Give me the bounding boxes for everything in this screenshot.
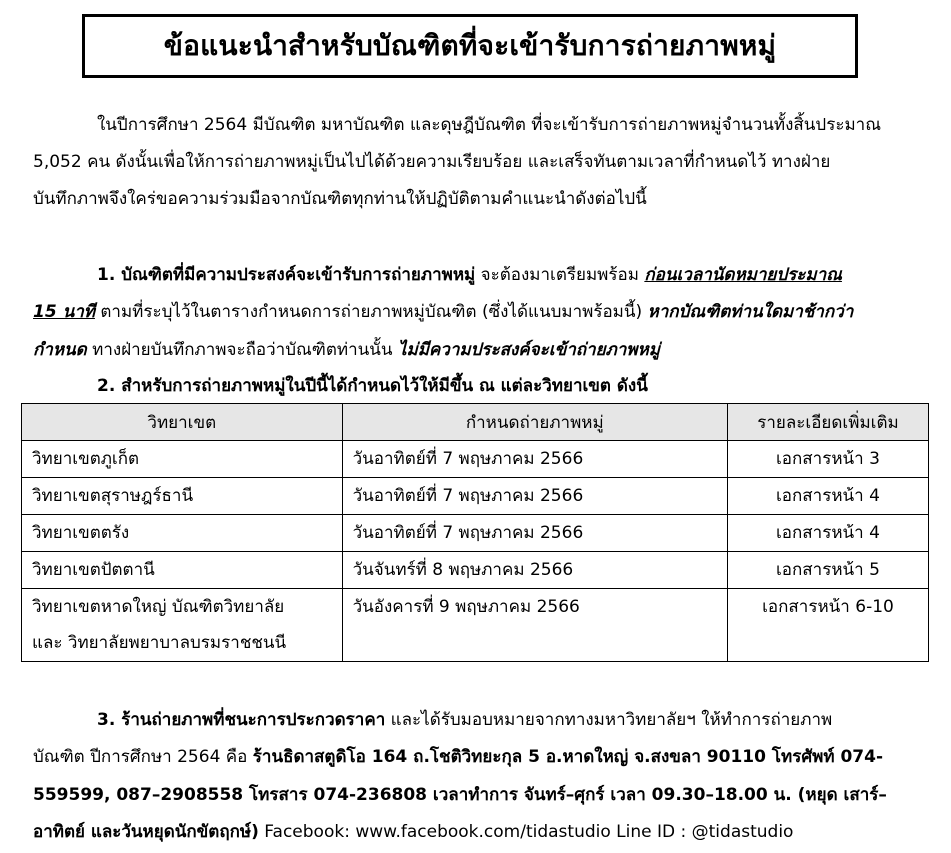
cell-date: วันอาทิตย์ที่ 7 พฤษภาคม 2566 <box>342 441 727 478</box>
page-title: ข้อแนะนำสำหรับบัณฑิตที่จะเข้ารับการถ่ายภาพหมู่ <box>163 29 777 62</box>
item1-line-2 <box>33 298 853 325</box>
item1-warning: หากบัณฑิตท่านใดมาช้ากว่า <box>647 302 854 322</box>
cell-detail: เอกสารหน้า 5 <box>727 552 928 589</box>
item3-line-4 <box>33 818 793 845</box>
cell-campus: วิทยาเขตภูเก็ต <box>22 441 343 478</box>
table-row <box>22 515 929 552</box>
cell-detail: เอกสารหน้า 3 <box>727 441 928 478</box>
item3-line-2 <box>33 743 883 770</box>
item3-heading: 3. ร้านถ่ายภาพที่ชนะการประกวดราคา <box>97 710 386 730</box>
table-row <box>22 552 929 589</box>
table-row <box>22 478 929 515</box>
item1-emphasis-2: 15 นาที <box>33 302 95 322</box>
item3-line-3: 559599, 087–2908558 โทรสาร 074-236808 เวลาทำการ จันทร์–ศุกร์ เวลา 09.30–18.00 น. (หยุด เสาร์– <box>33 785 887 805</box>
title-box <box>82 14 858 78</box>
item3-text-2: บัณฑิต ปีการศึกษา 2564 คือ <box>33 747 253 767</box>
item3-contact: Facebook: www.facebook.com/tidastudio Line ID : @tidastudio <box>258 822 794 842</box>
item2-heading: 2. สำหรับการถ่ายภาพหมู่ในปีนี้ได้กำหนดไว้ให้มีขึ้น ณ แต่ละวิทยาเขต ดังนี้ <box>97 376 648 396</box>
cell-date: วันอังคารที่ 9 พฤษภาคม 2566 <box>342 589 727 662</box>
header-date: กำหนดถ่ายภาพหมู่ <box>342 404 727 441</box>
item1-heading: 1. บัณฑิตที่มีความประสงค์จะเข้ารับการถ่ายภาพหมู่ <box>97 265 476 285</box>
item3-line-1 <box>97 706 832 733</box>
cell-campus-line-1: วิทยาเขตหาดใหญ่ บัณฑิตวิทยาลัย <box>32 597 285 617</box>
item1-text-3: ทางฝ่ายบันทึกภาพจะถือว่าบัณฑิตท่านนั้น <box>86 340 398 360</box>
cell-date: วันอาทิตย์ที่ 7 พฤษภาคม 2566 <box>342 515 727 552</box>
item1-warning-2: กำหนด <box>33 340 87 360</box>
cell-detail: เอกสารหน้า 4 <box>727 478 928 515</box>
cell-campus: วิทยาเขตตรัง <box>22 515 343 552</box>
cell-detail: เอกสารหน้า 4 <box>727 515 928 552</box>
item1-line-1 <box>97 261 842 288</box>
header-detail: รายละเอียดเพิ่มเติม <box>727 404 928 441</box>
item1-warning-3: ไม่มีความประสงค์จะเข้าถ่ายภาพหมู่ <box>397 340 660 360</box>
item1-text-2: ตามที่ระบุไว้ในตารางกำหนดการถ่ายภาพหมู่บัณฑิต (ซึ่งได้แนบมาพร้อมนี้) <box>94 302 648 322</box>
cell-date: วันจันทร์ที่ 8 พฤษภาคม 2566 <box>342 552 727 589</box>
cell-campus: วิทยาเขตสุราษฎร์ธานี <box>22 478 343 515</box>
item1-line-3 <box>33 336 660 363</box>
table-row <box>22 589 929 662</box>
cell-date: วันอาทิตย์ที่ 7 พฤษภาคม 2566 <box>342 478 727 515</box>
item1-emphasis: ก่อนเวลานัดหมายประมาณ <box>644 265 842 285</box>
item3-text: และได้รับมอบหมายจากทางมหาวิทยาลัยฯ ให้ทำการถ่ายภาพ <box>385 710 833 730</box>
intro-line-1: ในปีการศึกษา 2564 มีบัณฑิต มหาบัณฑิต และดุษฎีบัณฑิต ที่จะเข้ารับการถ่ายภาพหมู่จำนวนทั้งสิ้นประมาณ <box>97 115 881 135</box>
intro-line-2: 5,052 คน ดังนั้นเพื่อให้การถ่ายภาพหมู่เป็นไปได้ด้วยความเรียบร้อย และเสร็จทันตามเวลาที่กำหนดไว้ ทางฝ่าย <box>33 152 831 172</box>
item1-text: จะต้องมาเตรียมพร้อม <box>475 265 645 285</box>
item3-shop: ร้านธิดาสตูดิโอ 164 ถ.โชติวิทยะกุล 5 อ.หาดใหญ่ จ.สงขลา 90110 โทรศัพท์ 074- <box>252 747 884 767</box>
item3-hours: อาทิตย์ และวันหยุดนักขัตฤกษ์) <box>33 822 259 842</box>
cell-campus <box>22 589 343 662</box>
table-row <box>22 441 929 478</box>
cell-campus-line-2: และ วิทยาลัยพยาบาลบรมราชชนนี <box>32 633 287 653</box>
cell-campus: วิทยาเขตปัตตานี <box>22 552 343 589</box>
table-header-row <box>22 404 929 441</box>
intro-line-3: บันทึกภาพจึงใคร่ขอความร่วมมือจากบัณฑิตทุกท่านให้ปฏิบัติตามคำแนะนำดังต่อไปนี้ <box>33 189 647 209</box>
schedule-table <box>21 403 929 662</box>
cell-detail: เอกสารหน้า 6-10 <box>727 589 928 662</box>
header-campus: วิทยาเขต <box>22 404 343 441</box>
